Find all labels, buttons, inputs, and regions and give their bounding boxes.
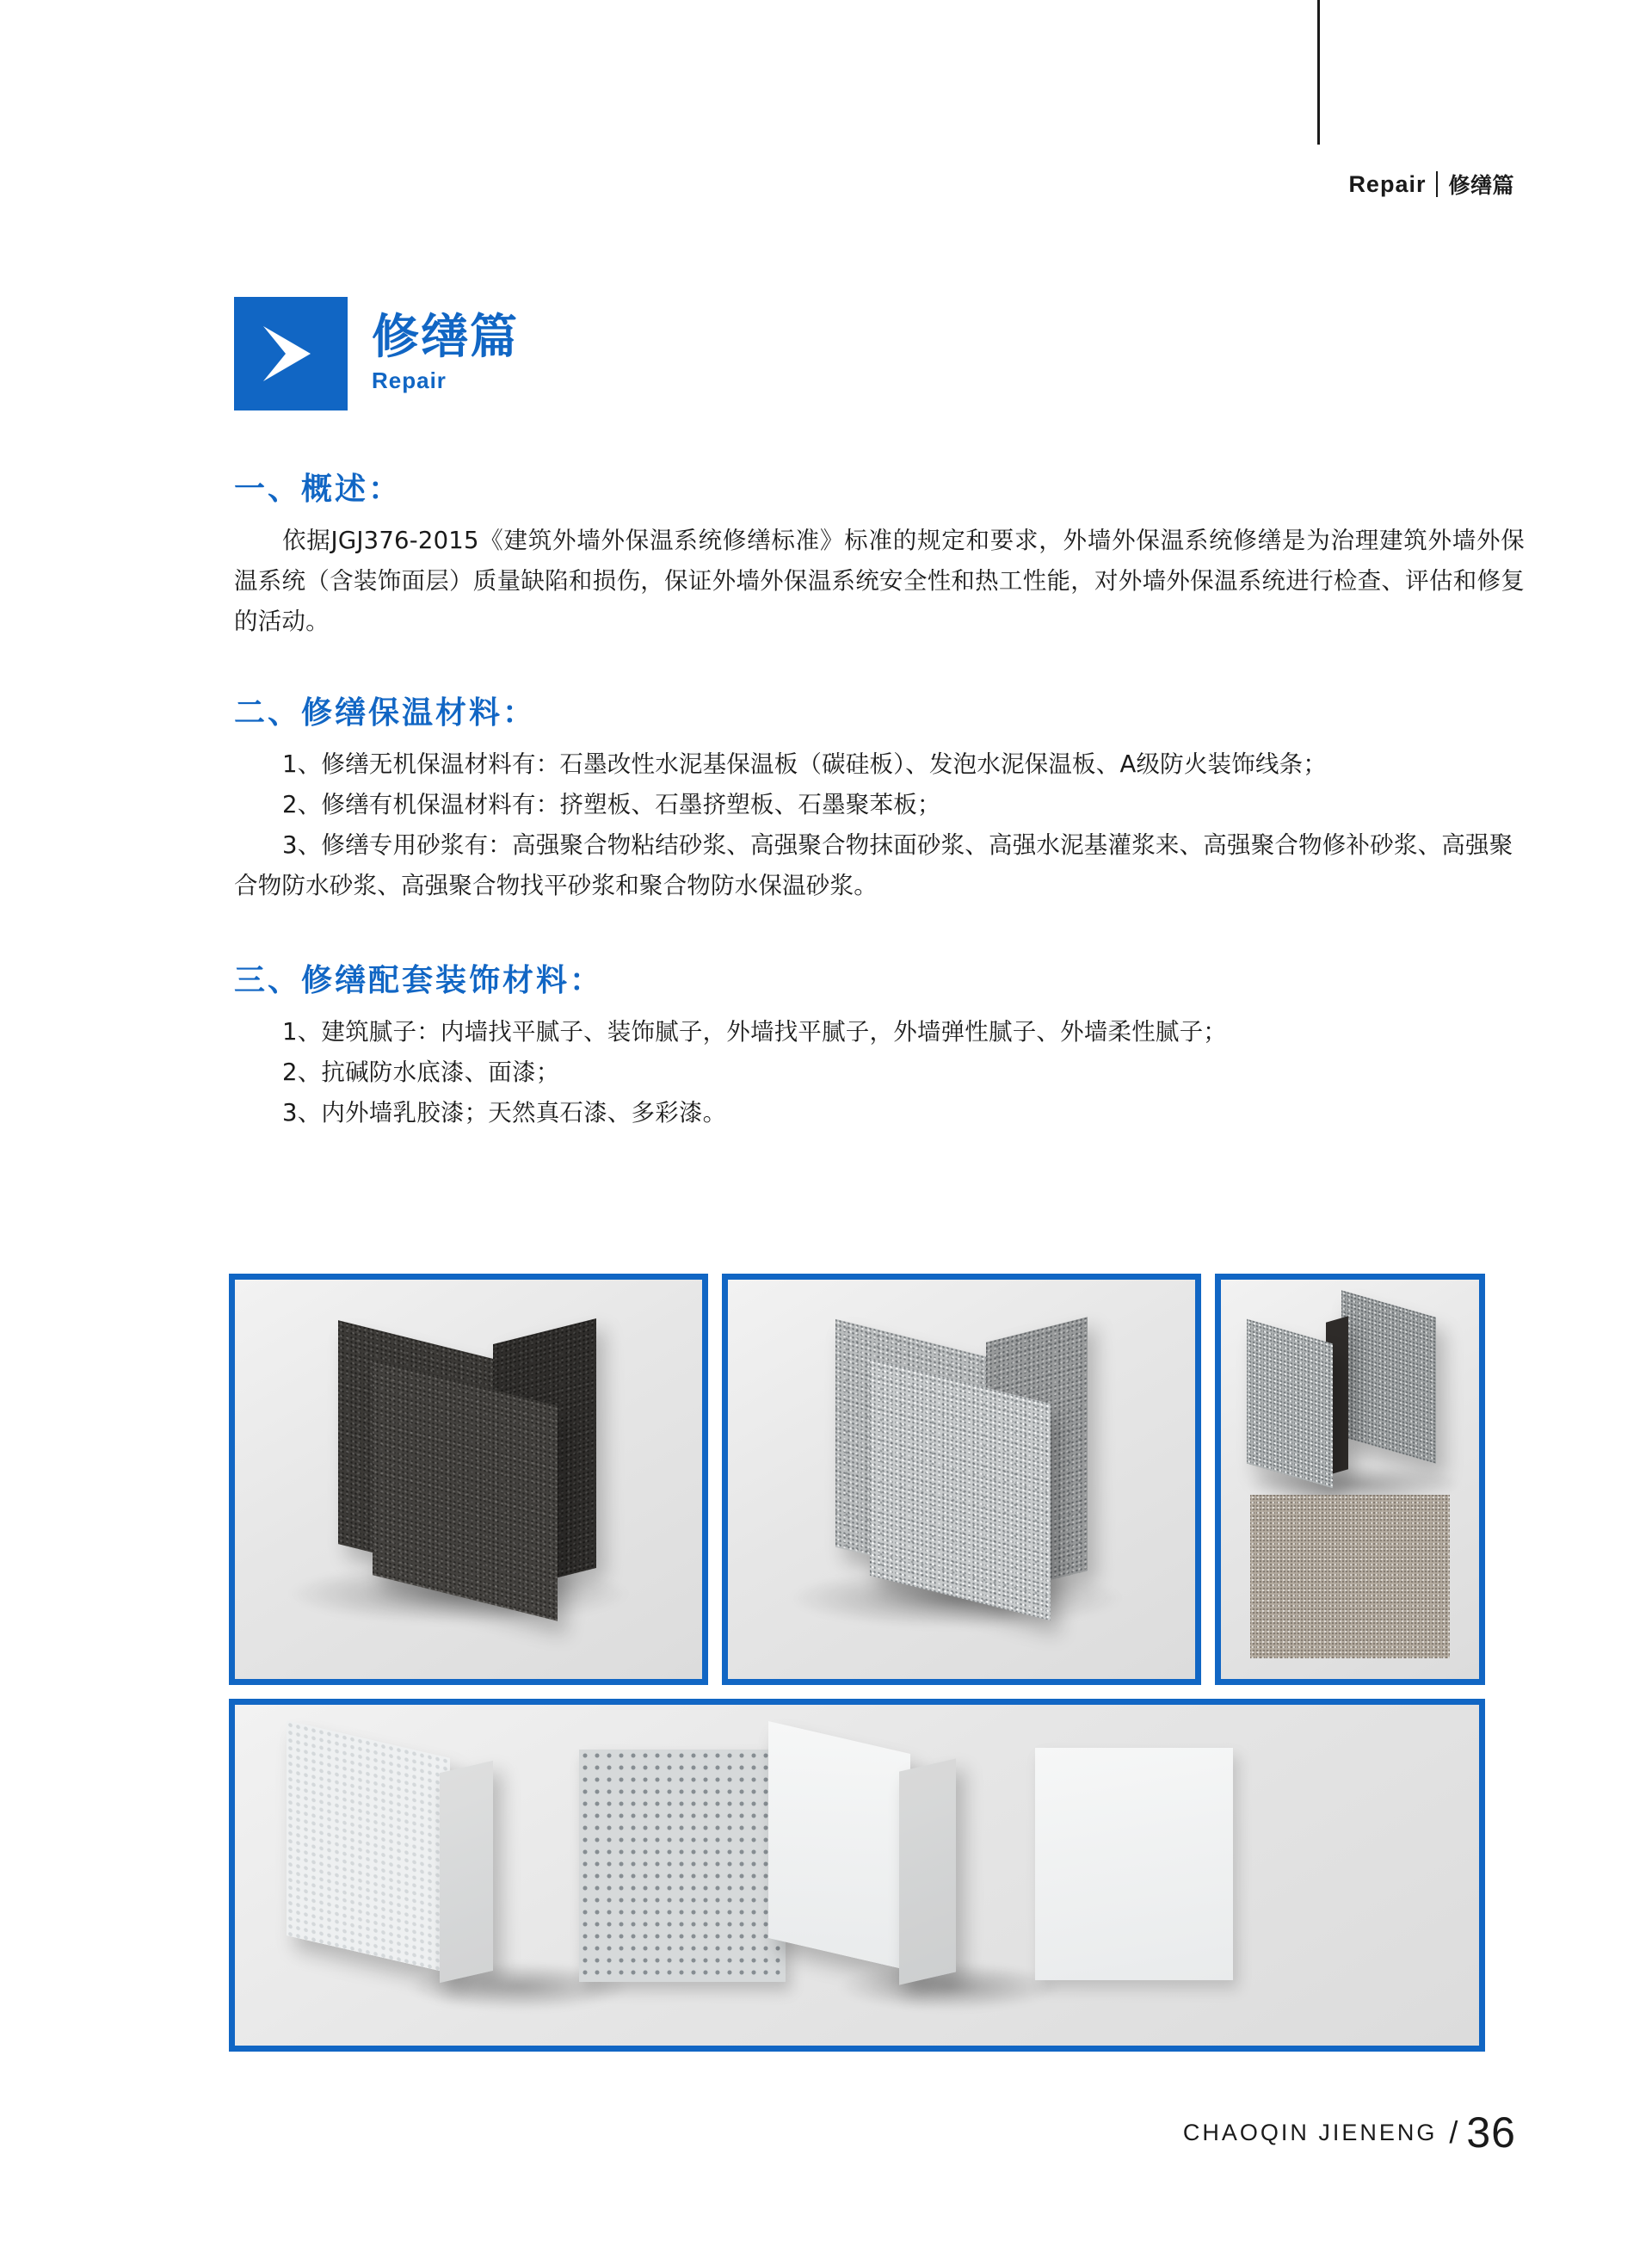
photo-backdrop [1221,1280,1479,1679]
xps-dotted-panel [579,1750,786,1982]
photo-backdrop [728,1280,1195,1679]
decorative-item-2: 2、抗碱防水底漆、面漆； [282,1059,560,1086]
badge-title-chinese: 修缮篇 [372,309,520,364]
board-surface [1035,1748,1233,1980]
eps-plain-panel [1035,1748,1233,1980]
badge-title-english: Repair [372,367,447,393]
photo-backdrop [235,1280,702,1679]
line-rear-slab [1341,1290,1436,1464]
chevron-notch-shape [263,326,286,381]
footer-brand-label: CHAOQIN JIENENG [1182,2119,1438,2145]
line-front-slab [1247,1319,1333,1489]
decorative-fireproof-line-photo [1215,1274,1485,1685]
board-surface [899,1758,956,1984]
header-vertical-rule [1317,0,1320,145]
eps-board-left-side [440,1761,493,1983]
header-divider [1436,171,1438,197]
page-footer [1183,2108,1516,2157]
line-texture-swatch [1250,1495,1450,1658]
eps-board-left [287,1720,450,1973]
section-badge [234,297,519,410]
decorative-item-3: 3、内外墙乳胶漆；天然真石漆、多彩漆。 [282,1099,727,1126]
photo-gallery [229,1274,1485,2052]
board-front-slab [373,1360,558,1621]
page-number: 36 [1466,2108,1516,2157]
board-surface [287,1720,450,1973]
graphite-cement-board-photo [229,1274,708,1685]
decorative-item-1: 1、建筑腻子：内墙找平腻子、装饰腻子，外墙找平腻子，外墙弹性腻子、外墙柔性腻子； [282,1018,1227,1046]
swatch-surface [1250,1495,1450,1658]
line-surface [1247,1319,1333,1489]
insulation-item-1: 1、修缮无机保温材料有：石墨改性水泥基保温板（碳硅板）、发泡水泥保温板、A级防火装饰线条； [282,750,1328,778]
organic-insulation-boards-photo [229,1699,1485,2052]
board-surface [373,1360,558,1621]
section-heading-overview: 一、概述： [234,471,403,507]
header-english-label: Repair [1348,170,1427,197]
footer-separator: / [1449,2114,1458,2150]
board-front-slab [870,1359,1051,1620]
line-surface [1341,1290,1436,1464]
insulation-item-2: 2、修缮有机保温材料有：挤塑板、石墨挤塑板、石墨聚苯板； [282,791,941,818]
overview-paragraph: 依据JGJ376-2015《建筑外墙外保温系统修缮标准》标准的规定和要求，外墙外保温系统修缮是为治理建筑外墙外保温系统（含装饰面层）质量缺陷和损伤，保证外墙外保温系统安全性和热工性能，对外墙外保温系统进行检查、评估和修复的活动。 [234,527,1525,635]
graphite-eps-board [768,1721,910,1971]
graphite-eps-board-side [899,1758,956,1984]
board-surface [579,1750,786,1982]
badge-text-block [372,309,520,394]
board-surface [870,1359,1051,1620]
board-surface [440,1761,493,1983]
board-surface [768,1721,910,1971]
chevron-right-icon [234,297,348,410]
page-header [1348,169,1514,200]
header-chinese-label: 修缮篇 [1448,173,1514,198]
section-heading-insulation-materials: 二、修缮保温材料： [234,694,537,731]
section-heading-decorative-materials: 三、修缮配套装饰材料： [234,962,604,998]
insulation-item-3: 3、修缮专用砂浆有：高强聚合物粘结砂浆、高强聚合物抹面砂浆、高强水泥基灌浆来、高强聚合物修补砂浆、高强聚合物防水砂浆、高强聚合物找平砂浆和聚合物防水保温砂浆。 [234,831,1513,899]
foamed-cement-board-photo [722,1274,1201,1685]
gallery-row-top [229,1274,1485,1685]
photo-backdrop [235,1705,1479,2046]
document-body [234,465,1525,1133]
